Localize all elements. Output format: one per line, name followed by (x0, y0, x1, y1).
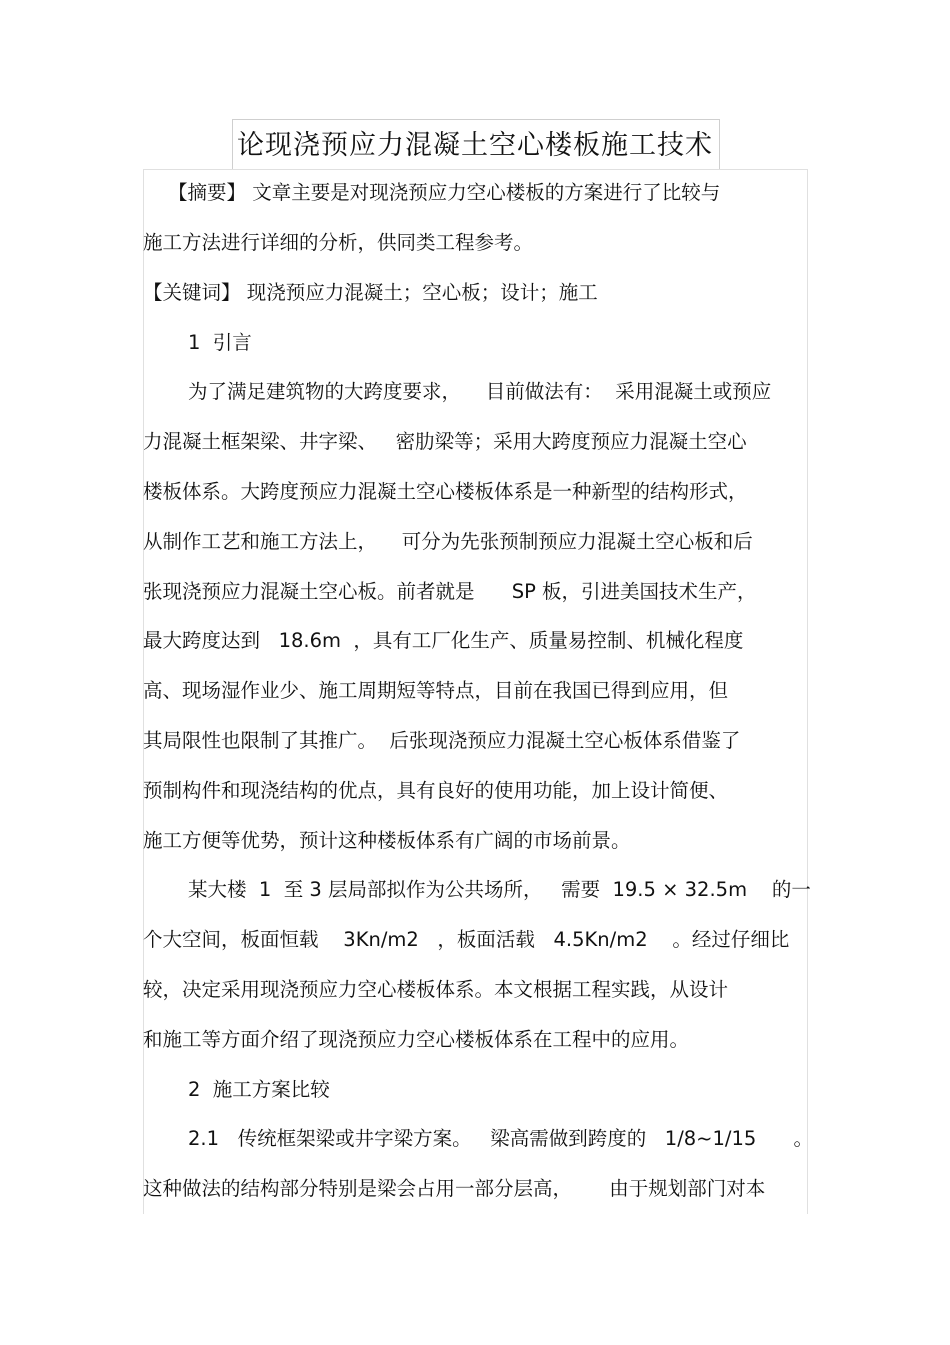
paragraph-line: 从制作工艺和施工方法上， 可分为先张预制预应力混凝土空心板和后 (143, 530, 753, 553)
paragraph-line: 较，决定采用现浇预应力空心楼板体系。本文根据工程实践，从设计 (143, 978, 729, 1001)
keywords-line: 【关键词】 现浇预应力混凝土；空心板；设计；施工 (143, 281, 598, 304)
content-frame-right (807, 169, 808, 1214)
abstract-line-2: 施工方法进行详细的分析，供同类工程参考。 (143, 231, 534, 254)
section-heading-2: 2 施工方案比较 (188, 1078, 330, 1101)
paragraph-line: 个大空间，板面恒载 3Kn/m2 ，板面活载 4.5Kn/m2 。经过仔细比 (143, 928, 790, 951)
paragraph-line: 预制构件和现浇结构的优点，具有良好的使用功能，加上设计简便、 (143, 779, 729, 802)
paragraph-line: 力混凝土框架梁、井字梁、 密肋梁等；采用大跨度预应力混凝土空心 (143, 430, 747, 453)
paragraph-line: 高、现场湿作业少、施工周期短等特点，目前在我国已得到应用，但 (143, 679, 729, 702)
paragraph-line: 为了满足建筑物的大跨度要求， 目前做法有： 采用混凝土或预应 (188, 380, 772, 403)
paragraph-line: 施工方便等优势，预计这种楼板体系有广阔的市场前景。 (143, 829, 631, 852)
abstract-line-1: 【摘要】 文章主要是对现浇预应力空心楼板的方案进行了比较与 (168, 181, 721, 204)
paragraph-line: 楼板体系。大跨度预应力混凝土空心楼板体系是一种新型的结构形式， (143, 480, 748, 503)
section-heading-1: 1 引言 (188, 331, 252, 354)
paragraph-line: 其局限性也限制了其推广。 后张现浇预应力混凝土空心板体系借鉴了 (143, 729, 741, 752)
paragraph-line: 和施工等方面介绍了现浇预应力空心楼板体系在工程中的应用。 (143, 1028, 690, 1051)
paragraph-line: 2.1 传统框架梁或井字梁方案。 梁高需做到跨度的 1/8~1/15 。 (188, 1127, 814, 1150)
paragraph-line: 这种做法的结构部分特别是梁会占用一部分层高， 由于规划部门对本 (143, 1177, 766, 1200)
content-frame-top (143, 169, 808, 170)
document-title: 论现浇预应力混凝土空心楼板施工技术 (237, 130, 713, 161)
paragraph-line: 最大跨度达到 18.6m ，具有工厂化生产、质量易控制、机械化程度 (143, 629, 744, 652)
paragraph-line: 某大楼 1 至 3 层局部拟作为公共场所， 需要 19.5 × 32.5m 的一 (188, 878, 811, 901)
paragraph-line: 张现浇预应力混凝土空心板。前者就是 SP 板，引进美国技术生产， (143, 580, 757, 603)
